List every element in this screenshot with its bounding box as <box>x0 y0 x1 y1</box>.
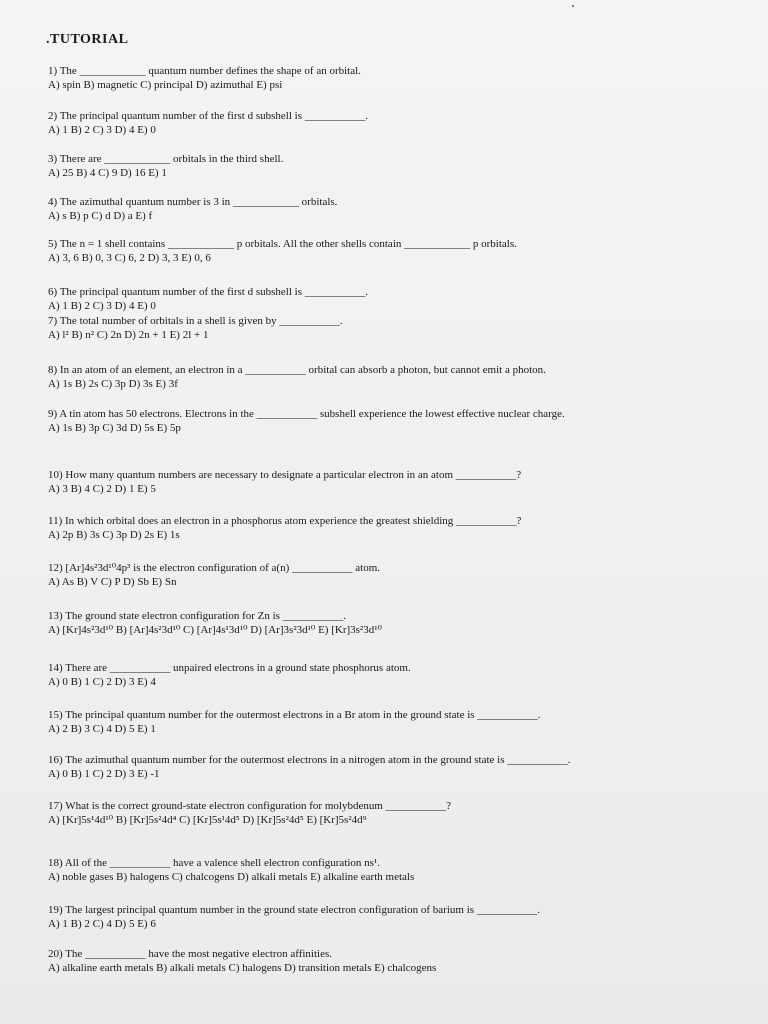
question-stem: 16) The azimuthal quantum number for the outermost electrons in a nitrogen atom in the ground state is ___________. <box>48 754 571 766</box>
question-stem: 6) The principal quantum number of the first d subshell is ___________. <box>48 286 368 298</box>
question-options: A) 3 B) 4 C) 2 D) 1 E) 5 <box>48 483 156 495</box>
question-options: A) As B) V C) P D) Sb E) Sn <box>48 576 177 588</box>
question-stem: 14) There are ___________ unpaired electrons in a ground state phosphorus atom. <box>48 662 411 674</box>
question-options: A) 0 B) 1 C) 2 D) 3 E) -1 <box>48 768 160 780</box>
question-stem: 20) The ___________ have the most negative electron affinities. <box>48 948 332 960</box>
speck <box>572 5 574 7</box>
question-options: A) 3, 6 B) 0, 3 C) 6, 2 D) 3, 3 E) 0, 6 <box>48 252 211 264</box>
question-7 <box>48 314 343 342</box>
question-3 <box>48 152 283 180</box>
question-12 <box>48 561 380 589</box>
question-stem: 9) A tin atom has 50 electrons. Electrons in the ___________ subshell experience the lowest effective nuclear charge. <box>48 408 565 420</box>
question-18 <box>48 856 414 884</box>
question-17 <box>48 799 451 827</box>
question-stem: 3) There are ____________ orbitals in the third shell. <box>48 153 284 165</box>
question-14 <box>48 661 411 689</box>
question-11 <box>48 514 521 542</box>
question-options: A) l² B) n² C) 2n D) 2n + 1 E) 2l + 1 <box>48 329 209 341</box>
question-stem: 13) The ground state electron configuration for Zn is ___________. <box>48 610 346 622</box>
question-8 <box>48 363 546 391</box>
question-5 <box>48 237 517 265</box>
question-options: A) s B) p C) d D) a E) f <box>48 210 153 222</box>
question-options: A) 1 B) 2 C) 3 D) 4 E) 0 <box>48 300 156 312</box>
question-stem: 11) In which orbital does an electron in a phosphorus atom experience the greatest shielding ___________? <box>48 515 522 527</box>
question-1 <box>48 64 361 92</box>
question-2 <box>48 109 368 137</box>
question-stem: 5) The n = 1 shell contains ____________ p orbitals. All the other shells contain ____________ p orbitals. <box>48 238 517 250</box>
page-title: .TUTORIAL <box>46 32 129 47</box>
question-9 <box>48 407 608 435</box>
question-stem: 2) The principal quantum number of the first d subshell is ___________. <box>48 110 368 122</box>
question-options: A) [Kr]4s²3d¹⁰ B) [Ar]4s²3d¹⁰ C) [Ar]4s¹3d¹⁰ D) [Ar]3s²3d¹⁰ E) [Kr]3s²3d¹⁰ <box>48 624 382 636</box>
question-stem: 12) [Ar]4s²3d¹⁰4p³ is the electron configuration of a(n) ___________ atom. <box>48 562 381 574</box>
question-options: A) [Kr]5s¹4d¹⁰ B) [Kr]5s²4d⁴ C) [Kr]5s¹4d⁵ D) [Kr]5s²4d⁵ E) [Kr]5s²4d⁹ <box>48 814 367 826</box>
question-10 <box>48 468 521 496</box>
question-stem: 4) The azimuthal quantum number is 3 in ____________ orbitals. <box>48 196 338 208</box>
question-13 <box>48 609 382 637</box>
question-options: A) 2p B) 3s C) 3p D) 2s E) 1s <box>48 529 180 541</box>
question-options: A) 1 B) 2 C) 3 D) 4 E) 0 <box>48 124 156 136</box>
question-stem: 18) All of the ___________ have a valence shell electron configuration ns¹. <box>48 857 380 869</box>
question-options: A) alkaline earth metals B) alkali metals C) halogens D) transition metals E) chalcogens <box>48 962 437 974</box>
question-stem: 1) The ____________ quantum number defines the shape of an orbital. <box>48 65 361 77</box>
question-options: A) 1s B) 3p C) 3d D) 5s E) 5p <box>48 422 181 434</box>
question-options: A) 0 B) 1 C) 2 D) 3 E) 4 <box>48 676 156 688</box>
question-options: A) noble gases B) halogens C) chalcogens D) alkali metals E) alkaline earth metals <box>48 871 415 883</box>
question-options: A) 25 B) 4 C) 9 D) 16 E) 1 <box>48 167 167 179</box>
question-20 <box>48 947 436 975</box>
question-options: A) 1 B) 2 C) 4 D) 5 E) 6 <box>48 918 156 930</box>
question-options: A) spin B) magnetic C) principal D) azimuthal E) psi <box>48 79 283 91</box>
question-options: A) 2 B) 3 C) 4 D) 5 E) 1 <box>48 723 156 735</box>
question-6 <box>48 285 368 313</box>
question-stem: 19) The largest principal quantum number in the ground state electron configuration of barium is ___________. <box>48 904 541 916</box>
question-stem: 17) What is the correct ground-state electron configuration for molybdenum ___________? <box>48 800 452 812</box>
question-stem: 7) The total number of orbitals in a shell is given by ___________. <box>48 315 343 327</box>
question-15 <box>48 708 541 736</box>
question-stem: 15) The principal quantum number for the outermost electrons in a Br atom in the ground state is ___________. <box>48 709 541 721</box>
question-stem: 10) How many quantum numbers are necessary to designate a particular electron in an atom ___________? <box>48 469 522 481</box>
question-4 <box>48 195 337 223</box>
question-16 <box>48 753 571 781</box>
question-stem: 8) In an atom of an element, an electron in a ___________ orbital can absorb a photon, but cannot emit a photon. <box>48 364 546 376</box>
question-options: A) 1s B) 2s C) 3p D) 3s E) 3f <box>48 378 178 390</box>
question-19 <box>48 903 540 931</box>
